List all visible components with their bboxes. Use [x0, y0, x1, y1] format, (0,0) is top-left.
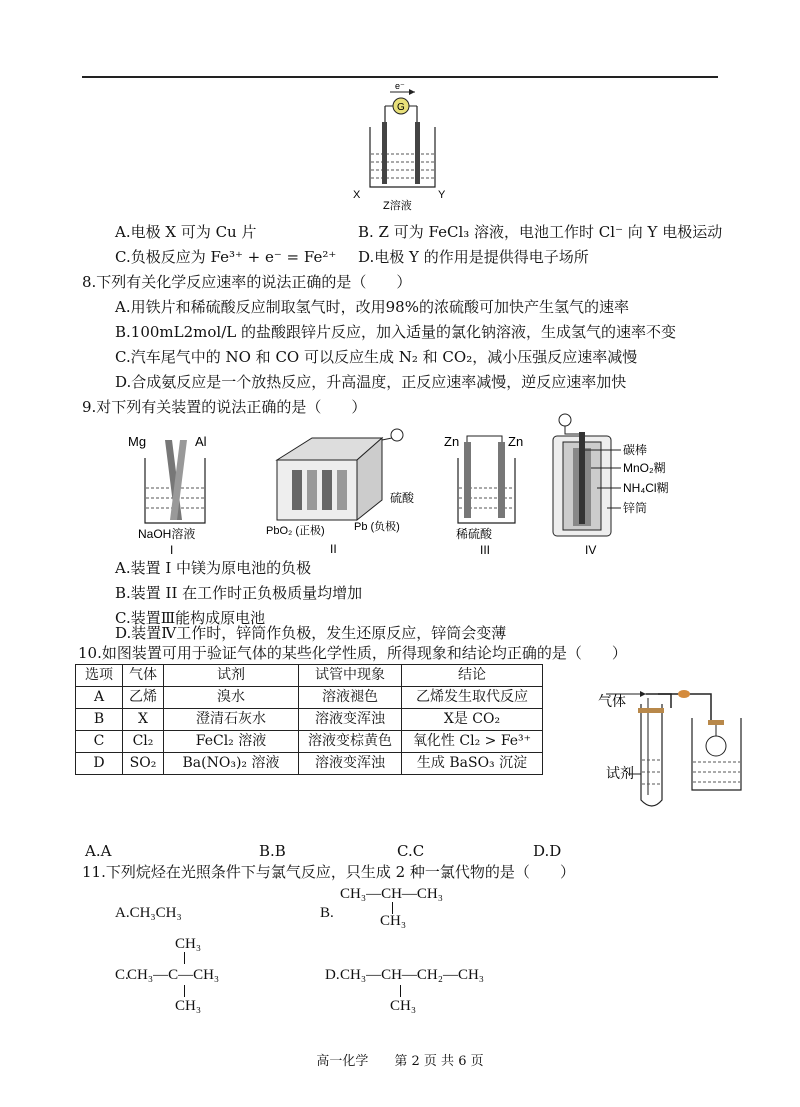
q10-choice-a: A.A [85, 842, 112, 860]
table-cell: D [76, 753, 123, 775]
table-row [76, 709, 543, 731]
q8-option-a: A.用铁片和稀硫酸反应制取氢气时，改用98%的浓硫酸可加快产生氢气的速率 [115, 298, 629, 316]
device-2-figure [262, 420, 432, 558]
q9-option-c: C.装置Ⅲ能构成原电池 [115, 609, 266, 627]
electrode-x-label: X [353, 189, 361, 201]
device-3-figure [440, 428, 540, 558]
table-cell: X是 CO₂ [402, 709, 543, 731]
gas-label: 气体 [598, 693, 626, 709]
table-cell: 生成 BaSO₃ 沉淀 [402, 753, 543, 775]
q11-option-c-prefix: C. [115, 967, 129, 983]
reagent-label: 试剂 [606, 765, 634, 781]
q9-option-a: A.装置 I 中镁为原电池的负极 [115, 559, 312, 577]
zn1-label: Zn [444, 434, 460, 449]
table-row [76, 687, 543, 709]
table-cell: 溴水 [164, 687, 299, 709]
q7-option-a: A.电极 X 可为 Cu 片 [115, 223, 257, 241]
q11-option-d-branch: CH₃ [390, 998, 417, 1014]
nh4cl-label: NH₄Cl糊 [623, 481, 669, 495]
q11-option-c-top: CH₃ [175, 936, 202, 952]
table-cell: 乙烯 [123, 687, 164, 709]
electron-label: e⁻ [395, 82, 405, 91]
q10-choice-b: B.B [259, 842, 286, 860]
table-cell: 乙烯发生取代反应 [402, 687, 543, 709]
header-cell: 气体 [123, 665, 164, 687]
device-1-figure [120, 428, 230, 558]
table-cell: SO₂ [123, 753, 164, 775]
q10-table [75, 664, 543, 775]
pb-label: Pb (负极) [354, 521, 400, 533]
q10-choice-d: D.D [533, 842, 562, 860]
solution-z-label: Z溶液 [383, 200, 412, 212]
q11-option-b-branch: CH₃ [380, 913, 407, 929]
device-1-number: I [170, 543, 174, 557]
dilute-acid-label: 稀硫酸 [456, 527, 493, 541]
q9-stem: 9.对下列有关装置的说法正确的是（ ） [82, 398, 367, 416]
pbo2-label: PbO₂ (正极) [266, 525, 325, 537]
carbon-rod-label: 碳棒 [623, 443, 648, 457]
device-3-number: III [480, 543, 491, 557]
q10-stem: 10.如图装置可用于验证气体的某些化学性质，所得现象和结论均正确的是（ ） [78, 644, 627, 662]
table-cell: FeCl₂ 溶液 [164, 731, 299, 753]
q8-option-d: D.合成氨反应是一个放热反应，升高温度，正反应速率减慢，逆反应速率加快 [115, 373, 627, 391]
mno2-label: MnO₂糊 [623, 461, 666, 475]
table-cell: 澄清石灰水 [164, 709, 299, 731]
header-cell: 试剂 [164, 665, 299, 687]
table-cell: Ba(NO₃)₂ 溶液 [164, 753, 299, 775]
q9-option-d: D.装置Ⅳ工作时，锌筒作负极，发生还原反应，锌筒会变薄 [115, 624, 507, 642]
q8-stem: 8.下列有关化学反应速率的说法正确的是（ ） [82, 273, 412, 291]
device-4-figure [545, 408, 695, 558]
table-cell: X [123, 709, 164, 731]
q11-option-d-prefix: D. [325, 967, 340, 983]
table-cell: Cl₂ [123, 731, 164, 753]
q7-option-c: C.负极反应为 Fe³⁺ + e⁻ = Fe²⁺ [115, 248, 337, 266]
gas-test-apparatus-figure [596, 680, 776, 845]
zn2-label: Zn [508, 434, 524, 449]
mg-label: Mg [128, 434, 147, 449]
table-row [76, 731, 543, 753]
top-rule [82, 76, 718, 78]
device-4-number: IV [585, 543, 597, 557]
table-cell: 溶液变浑浊 [299, 709, 402, 731]
device-2-number: II [330, 542, 337, 556]
q7-option-b: B. Z 可为 FeCl₃ 溶液，电池工作时 Cl⁻ 向 Y 电极运动 [358, 223, 723, 241]
q11-option-b-main-chain: CH₃—CH—CH₃ [340, 886, 443, 902]
naoh-label: NaOH溶液 [138, 527, 196, 541]
table-cell: C [76, 731, 123, 753]
galvanometer-label: G [397, 102, 405, 113]
table-cell: 氧化性 Cl₂ > Fe³⁺ [402, 731, 543, 753]
q7-option-d: D.电极 Y 的作用是提供得电子场所 [358, 248, 589, 266]
table-cell: B [76, 709, 123, 731]
table-cell: 溶液变浑浊 [299, 753, 402, 775]
galvanic-cell-figure [345, 82, 455, 212]
q10-choice-c: C.C [397, 842, 425, 860]
header-cell: 结论 [402, 665, 543, 687]
table-cell: A [76, 687, 123, 709]
q11-stem: 11.下列烷烃在光照条件下与氯气反应，只生成 2 种一氯代物的是（ ） [82, 863, 575, 881]
q11-option-d-main-chain: CH₃—CH—CH₂—CH₃ [340, 967, 485, 983]
page-footer: 高一化学 第 2 页 共 6 页 [316, 1054, 484, 1069]
q11-option-c-bond-top [184, 952, 185, 964]
q8-option-b: B.100mL2mol/L 的盐酸跟锌片反应，加入适量的氯化钠溶液，生成氢气的速率不变 [115, 323, 676, 341]
zinc-can-label: 锌筒 [623, 501, 648, 515]
q11-option-c-bottom: CH₃ [175, 998, 202, 1014]
table-row [76, 753, 543, 775]
q11-option-a: A.CH₃CH₃ [115, 905, 182, 921]
q9-option-b: B.装置 II 在工作时正负极质量均增加 [115, 584, 363, 602]
electrode-y-label: Y [438, 189, 446, 201]
table-cell: 溶液变棕黄色 [299, 731, 402, 753]
header-cell: 试管中现象 [299, 665, 402, 687]
q11-option-b-prefix: B. [320, 905, 334, 921]
header-cell: 选项 [76, 665, 123, 687]
q8-option-c: C.汽车尾气中的 NO 和 CO 可以反应生成 N₂ 和 CO₂，减小压强反应速率减慢 [115, 348, 638, 366]
al-label: Al [195, 434, 207, 449]
acid-label: 硫酸 [390, 491, 415, 505]
table-cell: 溶液褪色 [299, 687, 402, 709]
q11-option-c-main-chain: CH₃—C—CH₃ [127, 967, 220, 983]
